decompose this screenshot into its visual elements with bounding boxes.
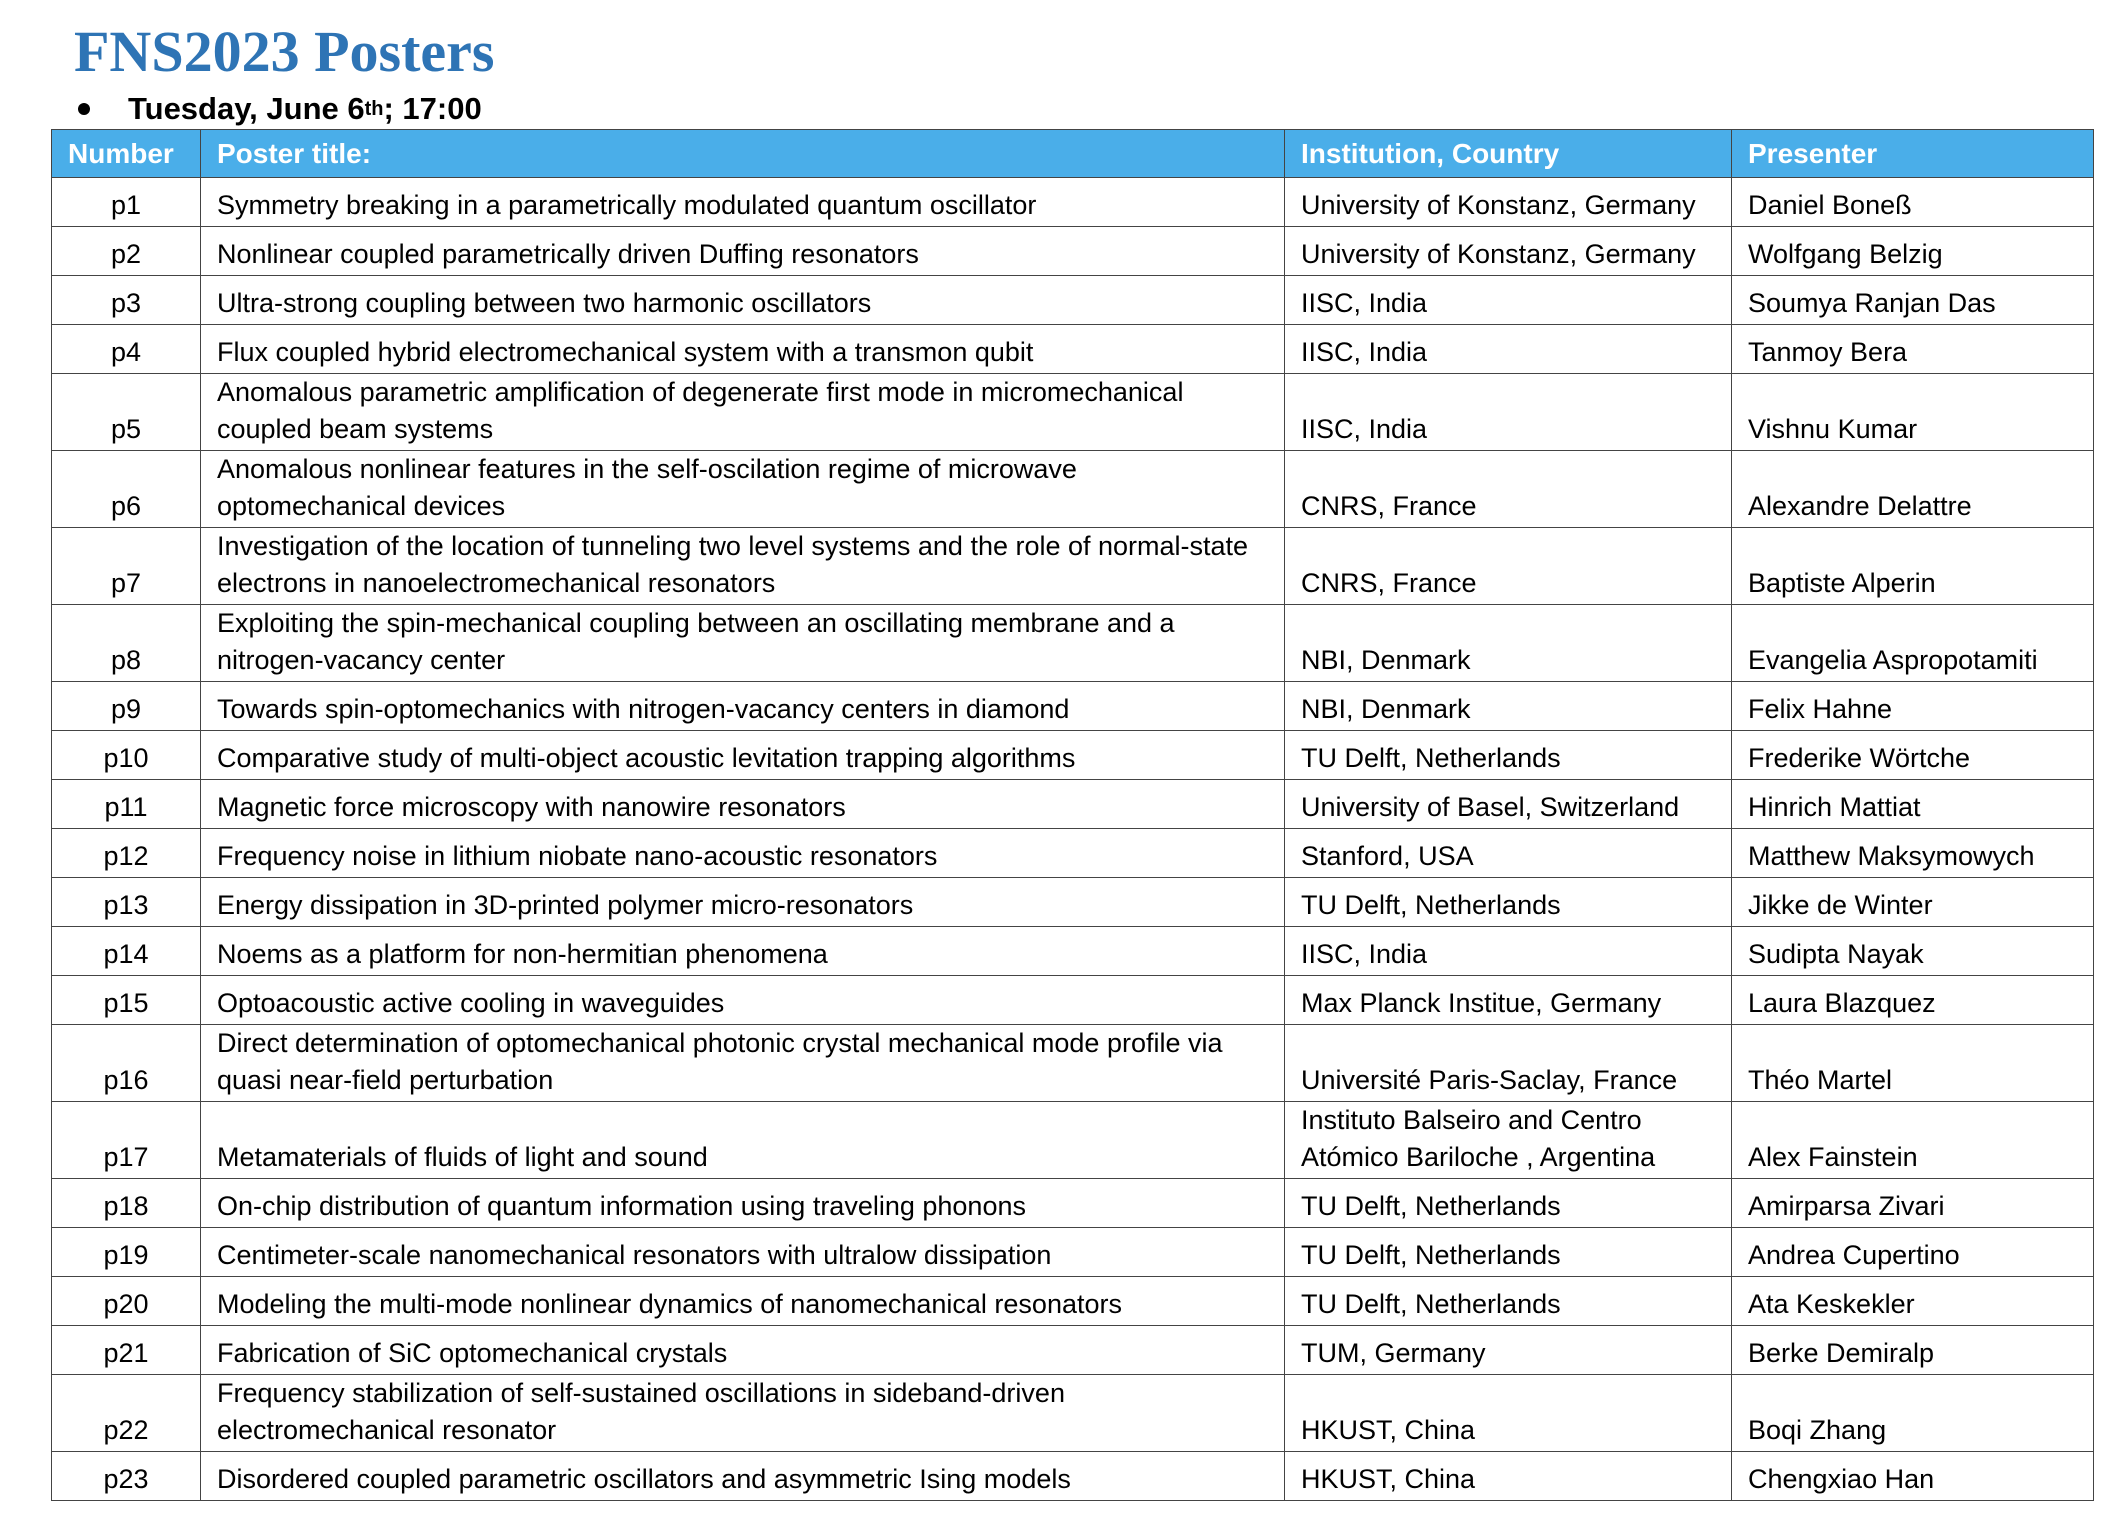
poster-presenter: Frederike Wörtche — [1732, 731, 2094, 780]
poster-number: p23 — [52, 1452, 201, 1501]
session-day: Tuesday, June 6 — [128, 91, 365, 126]
poster-title: Frequency stabilization of self-sustained oscillations in sideband-driven electromechanical resonator — [201, 1375, 1285, 1452]
poster-number: p17 — [52, 1102, 201, 1179]
poster-title: Nonlinear coupled parametrically driven Duffing resonators — [201, 227, 1285, 276]
poster-presenter: Théo Martel — [1732, 1025, 2094, 1102]
poster-title: Metamaterials of fluids of light and sound — [201, 1102, 1285, 1179]
table-row — [52, 682, 2094, 731]
poster-number: p10 — [52, 731, 201, 780]
bullet-icon — [78, 103, 90, 115]
poster-number: p21 — [52, 1326, 201, 1375]
poster-institution: IISC, India — [1285, 374, 1732, 451]
table-row — [52, 1179, 2094, 1228]
poster-title: Symmetry breaking in a parametrically modulated quantum oscillator — [201, 178, 1285, 227]
poster-institution: TU Delft, Netherlands — [1285, 1179, 1732, 1228]
poster-institution: Stanford, USA — [1285, 829, 1732, 878]
poster-number: p2 — [52, 227, 201, 276]
table-row — [52, 976, 2094, 1025]
poster-title: Disordered coupled parametric oscillators and asymmetric Ising models — [201, 1452, 1285, 1501]
poster-institution: TU Delft, Netherlands — [1285, 731, 1732, 780]
table-row — [52, 1375, 2094, 1452]
poster-title: Comparative study of multi-object acoustic levitation trapping algorithms — [201, 731, 1285, 780]
poster-institution: CNRS, France — [1285, 451, 1732, 528]
poster-number: p1 — [52, 178, 201, 227]
session-bullet-item: Tuesday, June 6 th ; 17:00 — [74, 88, 482, 130]
poster-institution: Max Planck Institue, Germany — [1285, 976, 1732, 1025]
poster-institution: University of Basel, Switzerland — [1285, 780, 1732, 829]
header-presenter: Presenter — [1732, 130, 2094, 178]
poster-number: p7 — [52, 528, 201, 605]
table-row — [52, 1025, 2094, 1102]
poster-institution: Instituto Balseiro and Centro Atómico Bariloche , Argentina — [1285, 1102, 1732, 1179]
poster-title: Noems as a platform for non-hermitian phenomena — [201, 927, 1285, 976]
table-header-row — [52, 130, 2094, 178]
header-number: Number — [52, 130, 201, 178]
poster-title: On-chip distribution of quantum information using traveling phonons — [201, 1179, 1285, 1228]
poster-presenter: Soumya Ranjan Das — [1732, 276, 2094, 325]
poster-presenter: Daniel Boneß — [1732, 178, 2094, 227]
poster-number: p20 — [52, 1277, 201, 1326]
poster-number: p22 — [52, 1375, 201, 1452]
poster-number: p3 — [52, 276, 201, 325]
poster-number: p13 — [52, 878, 201, 927]
poster-title: Optoacoustic active cooling in waveguides — [201, 976, 1285, 1025]
poster-number: p16 — [52, 1025, 201, 1102]
poster-institution: TU Delft, Netherlands — [1285, 1228, 1732, 1277]
table-row — [52, 1277, 2094, 1326]
poster-institution: TUM, Germany — [1285, 1326, 1732, 1375]
table-row — [52, 325, 2094, 374]
table-row — [52, 731, 2094, 780]
poster-presenter: Tanmoy Bera — [1732, 325, 2094, 374]
poster-title: Investigation of the location of tunneling two level systems and the role of normal-state electrons in nanoelectromechanical resonators — [201, 528, 1285, 605]
poster-title: Fabrication of SiC optomechanical crystals — [201, 1326, 1285, 1375]
poster-title: Frequency noise in lithium niobate nano-acoustic resonators — [201, 829, 1285, 878]
poster-presenter: Hinrich Mattiat — [1732, 780, 2094, 829]
poster-number: p4 — [52, 325, 201, 374]
poster-table — [51, 129, 2094, 1501]
table-body — [52, 178, 2094, 1501]
poster-number: p15 — [52, 976, 201, 1025]
poster-title: Energy dissipation in 3D-printed polymer micro-resonators — [201, 878, 1285, 927]
table-row — [52, 528, 2094, 605]
poster-title: Towards spin-optomechanics with nitrogen-vacancy centers in diamond — [201, 682, 1285, 731]
header-institution: Institution, Country — [1285, 130, 1732, 178]
poster-presenter: Matthew Maksymowych — [1732, 829, 2094, 878]
poster-title: Anomalous parametric amplification of degenerate first mode in micromechanical coupled beam systems — [201, 374, 1285, 451]
table-row — [52, 374, 2094, 451]
poster-institution: IISC, India — [1285, 927, 1732, 976]
poster-institution: HKUST, China — [1285, 1375, 1732, 1452]
table-row — [52, 927, 2094, 976]
poster-institution: IISC, India — [1285, 325, 1732, 374]
table-header — [52, 130, 2094, 178]
poster-presenter: Evangelia Aspropotamiti — [1732, 605, 2094, 682]
poster-presenter: Berke Demiralp — [1732, 1326, 2094, 1375]
poster-presenter: Alex Fainstein — [1732, 1102, 2094, 1179]
table-row — [52, 1452, 2094, 1501]
table-row — [52, 178, 2094, 227]
table-row — [52, 605, 2094, 682]
table-row — [52, 227, 2094, 276]
table-row — [52, 276, 2094, 325]
poster-institution: IISC, India — [1285, 276, 1732, 325]
poster-number: p9 — [52, 682, 201, 731]
poster-number: p12 — [52, 829, 201, 878]
table-row — [52, 878, 2094, 927]
poster-number: p11 — [52, 780, 201, 829]
session-time: ; 17:00 — [383, 91, 482, 126]
poster-title: Exploiting the spin-mechanical coupling between an oscillating membrane and a nitrogen-vacancy center — [201, 605, 1285, 682]
poster-institution: CNRS, France — [1285, 528, 1732, 605]
poster-title: Flux coupled hybrid electromechanical system with a transmon qubit — [201, 325, 1285, 374]
poster-presenter: Sudipta Nayak — [1732, 927, 2094, 976]
poster-institution: University of Konstanz, Germany — [1285, 227, 1732, 276]
poster-number: p6 — [52, 451, 201, 528]
table-row — [52, 1102, 2094, 1179]
poster-title: Direct determination of optomechanical photonic crystal mechanical mode profile via quasi near-field perturbation — [201, 1025, 1285, 1102]
poster-presenter: Laura Blazquez — [1732, 976, 2094, 1025]
poster-presenter: Boqi Zhang — [1732, 1375, 2094, 1452]
poster-title: Anomalous nonlinear features in the self-oscilation regime of microwave optomechanical devices — [201, 451, 1285, 528]
poster-presenter: Chengxiao Han — [1732, 1452, 2094, 1501]
poster-number: p5 — [52, 374, 201, 451]
poster-title: Modeling the multi-mode nonlinear dynamics of nanomechanical resonators — [201, 1277, 1285, 1326]
header-poster-title: Poster title: — [201, 130, 1285, 178]
poster-presenter: Wolfgang Belzig — [1732, 227, 2094, 276]
poster-presenter: Andrea Cupertino — [1732, 1228, 2094, 1277]
poster-number: p14 — [52, 927, 201, 976]
poster-number: p18 — [52, 1179, 201, 1228]
poster-institution: TU Delft, Netherlands — [1285, 878, 1732, 927]
poster-presenter: Baptiste Alperin — [1732, 528, 2094, 605]
table-row — [52, 1228, 2094, 1277]
table-row — [52, 451, 2094, 528]
poster-presenter: Ata Keskekler — [1732, 1277, 2094, 1326]
poster-number: p19 — [52, 1228, 201, 1277]
poster-institution: NBI, Denmark — [1285, 605, 1732, 682]
poster-title: Centimeter-scale nanomechanical resonators with ultralow dissipation — [201, 1228, 1285, 1277]
poster-presenter: Jikke de Winter — [1732, 878, 2094, 927]
page-title: FNS2023 Posters — [74, 19, 495, 84]
table-row — [52, 780, 2094, 829]
poster-institution: Université Paris-Saclay, France — [1285, 1025, 1732, 1102]
table-row — [52, 1326, 2094, 1375]
poster-institution: NBI, Denmark — [1285, 682, 1732, 731]
poster-presenter: Alexandre Delattre — [1732, 451, 2094, 528]
poster-institution: University of Konstanz, Germany — [1285, 178, 1732, 227]
poster-institution: HKUST, China — [1285, 1452, 1732, 1501]
poster-presenter: Felix Hahne — [1732, 682, 2094, 731]
poster-title: Magnetic force microscopy with nanowire resonators — [201, 780, 1285, 829]
table-row — [52, 829, 2094, 878]
poster-number: p8 — [52, 605, 201, 682]
poster-institution: TU Delft, Netherlands — [1285, 1277, 1732, 1326]
poster-presenter: Vishnu Kumar — [1732, 374, 2094, 451]
poster-presenter: Amirparsa Zivari — [1732, 1179, 2094, 1228]
poster-title: Ultra-strong coupling between two harmonic oscillators — [201, 276, 1285, 325]
